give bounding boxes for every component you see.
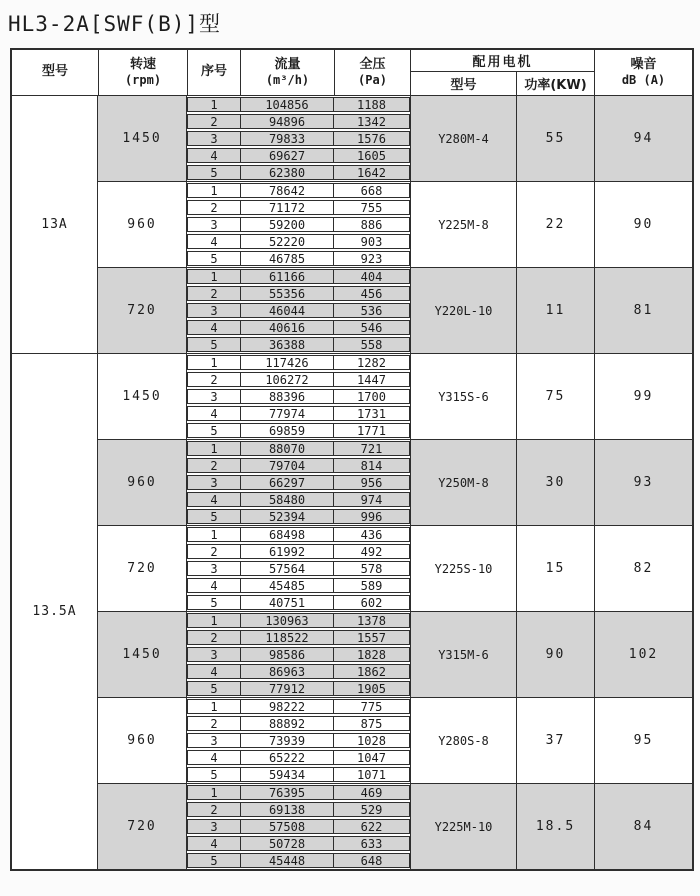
speed-block [98, 181, 692, 267]
seq-cell: 1 [210, 97, 218, 112]
flow-cell: 61992 [240, 545, 333, 558]
table-row [187, 320, 410, 335]
seq-cell: 2 [210, 286, 218, 301]
speed-block [98, 354, 692, 439]
seq-cell: 3 [210, 475, 218, 490]
table-row [187, 441, 410, 456]
flow-cell: 66297 [240, 476, 333, 489]
speed-cell: 720 [98, 268, 187, 353]
table-row [187, 836, 410, 851]
power-cell: 37 [516, 698, 594, 783]
pressure-cell: 1028 [333, 734, 409, 747]
pressure-cell: 1642 [333, 166, 409, 179]
flow-cell: 58480 [240, 493, 333, 506]
motor-model-cell: Y315S-6 [410, 354, 516, 439]
table-body [12, 96, 692, 869]
seq-cell: 5 [210, 423, 218, 438]
flow-cell: 46044 [240, 304, 333, 317]
flow-cell: 78642 [240, 184, 333, 197]
seq-cell: 2 [210, 372, 218, 387]
seq-cell: 3 [210, 733, 218, 748]
speed-blocks [98, 354, 692, 869]
flow-cell: 118522 [240, 631, 333, 644]
header-flow-label: 流量 [274, 56, 301, 72]
motor-model-cell: Y280M-4 [410, 96, 516, 181]
table-row [187, 303, 410, 318]
table-row [187, 699, 410, 714]
seq-cell: 2 [210, 114, 218, 129]
seq-cell: 4 [210, 148, 218, 163]
seq-cell: 4 [210, 406, 218, 421]
speed-cell: 720 [98, 784, 187, 869]
table-row [187, 578, 410, 593]
rows-container [187, 96, 410, 181]
pressure-cell: 814 [333, 459, 409, 472]
seq-cell: 4 [210, 578, 218, 593]
motor-model-cell: Y280S-8 [410, 698, 516, 783]
header-speed-label: 转速 [129, 56, 156, 72]
rows-container [187, 354, 410, 439]
power-cell: 75 [516, 354, 594, 439]
flow-cell: 52394 [240, 510, 333, 523]
header-flow [240, 50, 334, 95]
pressure-cell: 648 [333, 854, 409, 867]
table-row [187, 200, 410, 215]
pressure-cell: 589 [333, 579, 409, 592]
table-row [187, 423, 410, 438]
speed-block [98, 525, 692, 611]
seq-cell: 4 [210, 664, 218, 679]
table-row [187, 561, 410, 576]
flow-cell: 57508 [240, 820, 333, 833]
model-cell: 13A [12, 96, 98, 353]
pressure-cell: 974 [333, 493, 409, 506]
flow-cell: 68498 [240, 528, 333, 541]
rows-container [187, 612, 410, 697]
rows-container [187, 182, 410, 267]
motor-model-cell: Y225S-10 [410, 526, 516, 611]
seq-cell: 3 [210, 819, 218, 834]
pressure-cell: 1447 [333, 373, 409, 386]
seq-cell: 1 [210, 269, 218, 284]
table-row [187, 595, 410, 610]
table-row [187, 509, 410, 524]
flow-cell: 94896 [240, 115, 333, 128]
seq-cell: 3 [210, 561, 218, 576]
pressure-cell: 923 [333, 252, 409, 265]
table-row [187, 853, 410, 868]
flow-cell: 88892 [240, 717, 333, 730]
seq-cell: 4 [210, 234, 218, 249]
pressure-cell: 1071 [333, 768, 409, 781]
speed-block [98, 611, 692, 697]
model-cell: 13.5A [12, 354, 98, 869]
model-section [12, 96, 692, 353]
seq-cell: 1 [210, 441, 218, 456]
pressure-cell: 721 [333, 442, 409, 455]
flow-cell: 65222 [240, 751, 333, 764]
seq-cell: 1 [210, 699, 218, 714]
table-row [187, 337, 410, 352]
flow-cell: 62380 [240, 166, 333, 179]
header-pressure [334, 50, 410, 95]
flow-cell: 59434 [240, 768, 333, 781]
header-motor-model: 型号 [411, 72, 517, 95]
table-row [187, 269, 410, 284]
speed-cell: 1450 [98, 354, 187, 439]
power-cell: 30 [516, 440, 594, 525]
pressure-cell: 492 [333, 545, 409, 558]
speed-cell: 960 [98, 182, 187, 267]
table-row [187, 750, 410, 765]
seq-cell: 5 [210, 165, 218, 180]
pressure-cell: 1605 [333, 149, 409, 162]
noise-cell: 84 [594, 784, 692, 869]
seq-cell: 2 [210, 716, 218, 731]
table-row [187, 148, 410, 163]
seq-cell: 5 [210, 251, 218, 266]
table-row [187, 475, 410, 490]
seq-cell: 5 [210, 767, 218, 782]
table-row [187, 389, 410, 404]
seq-cell: 2 [210, 200, 218, 215]
header-model [12, 50, 98, 95]
seq-cell: 2 [210, 630, 218, 645]
rows-container [187, 440, 410, 525]
motor-model-cell: Y225M-8 [410, 182, 516, 267]
speed-cell: 1450 [98, 96, 187, 181]
header-pressure-label: 全压 [359, 56, 386, 72]
table-row [187, 97, 410, 112]
motor-model-cell: Y315M-6 [410, 612, 516, 697]
table-row [187, 372, 410, 387]
table-row [187, 802, 410, 817]
flow-cell: 55356 [240, 287, 333, 300]
table-row [187, 733, 410, 748]
speed-block [98, 783, 692, 869]
noise-cell: 95 [594, 698, 692, 783]
pressure-cell: 1378 [333, 614, 409, 627]
table-row [187, 785, 410, 800]
table-row [187, 183, 410, 198]
noise-cell: 93 [594, 440, 692, 525]
seq-cell: 5 [210, 853, 218, 868]
noise-cell: 82 [594, 526, 692, 611]
seq-cell: 1 [210, 183, 218, 198]
pressure-cell: 436 [333, 528, 409, 541]
flow-cell: 59200 [240, 218, 333, 231]
motor-model-cell: Y250M-8 [410, 440, 516, 525]
seq-cell: 4 [210, 836, 218, 851]
noise-cell: 90 [594, 182, 692, 267]
pressure-cell: 903 [333, 235, 409, 248]
table-row [187, 492, 410, 507]
flow-cell: 104856 [240, 98, 333, 111]
flow-cell: 98586 [240, 648, 333, 661]
pressure-cell: 668 [333, 184, 409, 197]
rows-container [187, 784, 410, 869]
seq-cell: 3 [210, 131, 218, 146]
seq-cell: 5 [210, 509, 218, 524]
pressure-cell: 1557 [333, 631, 409, 644]
flow-cell: 73939 [240, 734, 333, 747]
seq-cell: 2 [210, 544, 218, 559]
power-cell: 22 [516, 182, 594, 267]
pressure-cell: 529 [333, 803, 409, 816]
flow-cell: 57564 [240, 562, 333, 575]
table-row [187, 114, 410, 129]
flow-cell: 130963 [240, 614, 333, 627]
page-title: HL3-2A[SWF(B)]型 [8, 12, 222, 36]
header-motor-power: 功率(KW) [524, 78, 587, 93]
rows-container [187, 526, 410, 611]
table-row [187, 819, 410, 834]
pressure-cell: 956 [333, 476, 409, 489]
power-cell: 11 [516, 268, 594, 353]
header-motor-group [410, 50, 594, 95]
speed-block [98, 267, 692, 353]
table-row [187, 251, 410, 266]
header-motor-group-label: 配用电机 [411, 50, 594, 72]
flow-cell: 50728 [240, 837, 333, 850]
pressure-cell: 602 [333, 596, 409, 609]
flow-cell: 77974 [240, 407, 333, 420]
flow-cell: 76395 [240, 786, 333, 799]
table-row [187, 544, 410, 559]
table-row [187, 681, 410, 696]
seq-cell: 5 [210, 681, 218, 696]
flow-cell: 40616 [240, 321, 333, 334]
table-row [187, 527, 410, 542]
table-row [187, 217, 410, 232]
speed-cell: 960 [98, 440, 187, 525]
seq-cell: 3 [210, 389, 218, 404]
flow-cell: 40751 [240, 596, 333, 609]
pressure-cell: 875 [333, 717, 409, 730]
pressure-cell: 1576 [333, 132, 409, 145]
speed-block [98, 697, 692, 783]
table-row [187, 716, 410, 731]
flow-cell: 86963 [240, 665, 333, 678]
flow-cell: 88396 [240, 390, 333, 403]
motor-model-cell: Y225M-10 [410, 784, 516, 869]
speed-cell: 720 [98, 526, 187, 611]
noise-cell: 102 [594, 612, 692, 697]
seq-cell: 1 [210, 785, 218, 800]
speed-blocks [98, 96, 692, 353]
pressure-cell: 1700 [333, 390, 409, 403]
speed-block [98, 439, 692, 525]
flow-cell: 52220 [240, 235, 333, 248]
fan-spec-table [10, 48, 694, 871]
pressure-cell: 546 [333, 321, 409, 334]
pressure-cell: 1342 [333, 115, 409, 128]
seq-cell: 2 [210, 458, 218, 473]
pressure-cell: 996 [333, 510, 409, 523]
header-noise-unit: dB (A) [621, 73, 666, 88]
power-cell: 15 [516, 526, 594, 611]
table-row [187, 165, 410, 180]
flow-cell: 88070 [240, 442, 333, 455]
header-motor-subrow [411, 72, 594, 95]
table-row [187, 613, 410, 628]
pressure-cell: 775 [333, 700, 409, 713]
flow-cell: 98222 [240, 700, 333, 713]
model-section [12, 353, 692, 869]
flow-cell: 69859 [240, 424, 333, 437]
pressure-cell: 1731 [333, 407, 409, 420]
header-speed-unit: (rpm) [124, 73, 162, 88]
seq-cell: 3 [210, 217, 218, 232]
pressure-cell: 558 [333, 338, 409, 351]
pressure-cell: 1862 [333, 665, 409, 678]
noise-cell: 81 [594, 268, 692, 353]
header-speed [98, 50, 187, 95]
header-seq-label: 序号 [200, 64, 227, 80]
table-row [187, 406, 410, 421]
pressure-cell: 1047 [333, 751, 409, 764]
speed-cell: 1450 [98, 612, 187, 697]
noise-cell: 99 [594, 354, 692, 439]
seq-cell: 4 [210, 492, 218, 507]
header-flow-unit: (m³/h) [265, 73, 310, 88]
speed-block [98, 96, 692, 181]
seq-cell: 1 [210, 527, 218, 542]
seq-cell: 4 [210, 320, 218, 335]
header-model-label: 型号 [41, 64, 68, 80]
table-header [12, 50, 692, 96]
pressure-cell: 578 [333, 562, 409, 575]
rows-container [187, 698, 410, 783]
flow-cell: 45485 [240, 579, 333, 592]
flow-cell: 117426 [240, 356, 333, 369]
pressure-cell: 1771 [333, 424, 409, 437]
table-row [187, 664, 410, 679]
pressure-cell: 1828 [333, 648, 409, 661]
flow-cell: 61166 [240, 270, 333, 283]
power-cell: 90 [516, 612, 594, 697]
seq-cell: 5 [210, 337, 218, 352]
speed-cell: 960 [98, 698, 187, 783]
table-row [187, 647, 410, 662]
seq-cell: 2 [210, 802, 218, 817]
table-row [187, 286, 410, 301]
flow-cell: 69138 [240, 803, 333, 816]
flow-cell: 79833 [240, 132, 333, 145]
seq-cell: 1 [210, 613, 218, 628]
header-seq [187, 50, 240, 95]
pressure-cell: 633 [333, 837, 409, 850]
header-pressure-unit: (Pa) [358, 73, 387, 88]
header-noise-label: 噪音 [630, 56, 657, 72]
pressure-cell: 536 [333, 304, 409, 317]
pressure-cell: 1282 [333, 356, 409, 369]
motor-model-cell: Y220L-10 [410, 268, 516, 353]
table-row [187, 355, 410, 370]
table-row [187, 767, 410, 782]
pressure-cell: 622 [333, 820, 409, 833]
power-cell: 55 [516, 96, 594, 181]
table-row [187, 630, 410, 645]
flow-cell: 79704 [240, 459, 333, 472]
seq-cell: 3 [210, 303, 218, 318]
flow-cell: 69627 [240, 149, 333, 162]
flow-cell: 46785 [240, 252, 333, 265]
table-row [187, 131, 410, 146]
seq-cell: 5 [210, 595, 218, 610]
table-row [187, 458, 410, 473]
pressure-cell: 469 [333, 786, 409, 799]
seq-cell: 4 [210, 750, 218, 765]
pressure-cell: 1188 [333, 98, 409, 111]
flow-cell: 36388 [240, 338, 333, 351]
table-row [187, 234, 410, 249]
flow-cell: 106272 [240, 373, 333, 386]
header-noise [594, 50, 692, 95]
seq-cell: 1 [210, 355, 218, 370]
pressure-cell: 886 [333, 218, 409, 231]
flow-cell: 45448 [240, 854, 333, 867]
flow-cell: 77912 [240, 682, 333, 695]
pressure-cell: 404 [333, 270, 409, 283]
noise-cell: 94 [594, 96, 692, 181]
flow-cell: 71172 [240, 201, 333, 214]
power-cell: 18.5 [516, 784, 594, 869]
rows-container [187, 268, 410, 353]
pressure-cell: 456 [333, 287, 409, 300]
seq-cell: 3 [210, 647, 218, 662]
pressure-cell: 755 [333, 201, 409, 214]
pressure-cell: 1905 [333, 682, 409, 695]
